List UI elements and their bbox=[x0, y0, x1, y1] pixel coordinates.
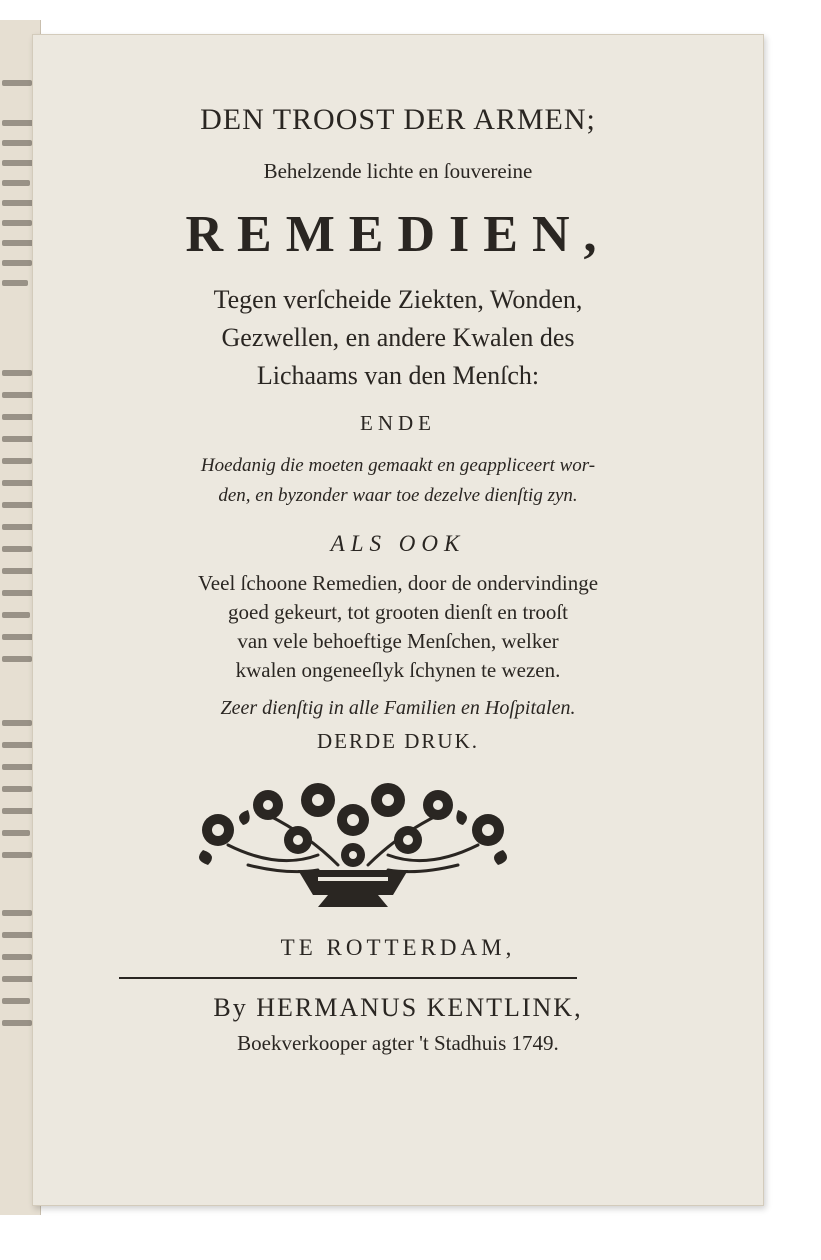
divider-rule bbox=[119, 977, 577, 979]
publisher-line: By HERMANUS KENTLINK, bbox=[213, 993, 583, 1022]
place-line: TE ROTTERDAM, bbox=[280, 935, 516, 960]
title-page bbox=[32, 34, 764, 1206]
italic-line: Hoedanig die moeten gemaakt en geappliceert wor- bbox=[200, 455, 596, 476]
subtitle-line: Behelzende lichte en ſouvereine bbox=[263, 159, 533, 183]
description-line: Gezwellen, en andere Kwalen des bbox=[221, 323, 575, 352]
remedies-line: van vele behoeftige Menſchen, welker bbox=[237, 629, 559, 653]
remedies-line: goed gekeurt, tot grooten dienſt en trooſt bbox=[228, 600, 568, 624]
usefulness-line: Zeer dienſtig in alle Familien en Hoſpitalen. bbox=[220, 697, 576, 719]
remedies-line: Veel ſchoone Remedien, door de ondervindinge bbox=[197, 571, 599, 595]
also-heading: ALS OOK bbox=[330, 531, 466, 556]
description-line: Lichaams van den Menſch: bbox=[256, 361, 540, 390]
description-line: Tegen verſcheide Ziekten, Wonden, bbox=[213, 285, 583, 314]
title-line: DEN TROOST DER ARMEN; bbox=[200, 103, 596, 136]
main-title: REMEDIEN, bbox=[185, 206, 611, 263]
imprint-line: Boekverkooper agter 't Stadhuis 1749. bbox=[237, 1031, 559, 1055]
italic-line: den, en byzonder waar toe dezelve dienſtig zyn. bbox=[218, 485, 578, 506]
remedies-line: kwalen ongeneeſlyk ſchynen te wezen. bbox=[235, 658, 561, 682]
conjunction-line: ENDE bbox=[360, 411, 436, 435]
edition-line: DERDE DRUK. bbox=[317, 729, 479, 753]
flower-basket-ornament-icon bbox=[188, 775, 518, 915]
